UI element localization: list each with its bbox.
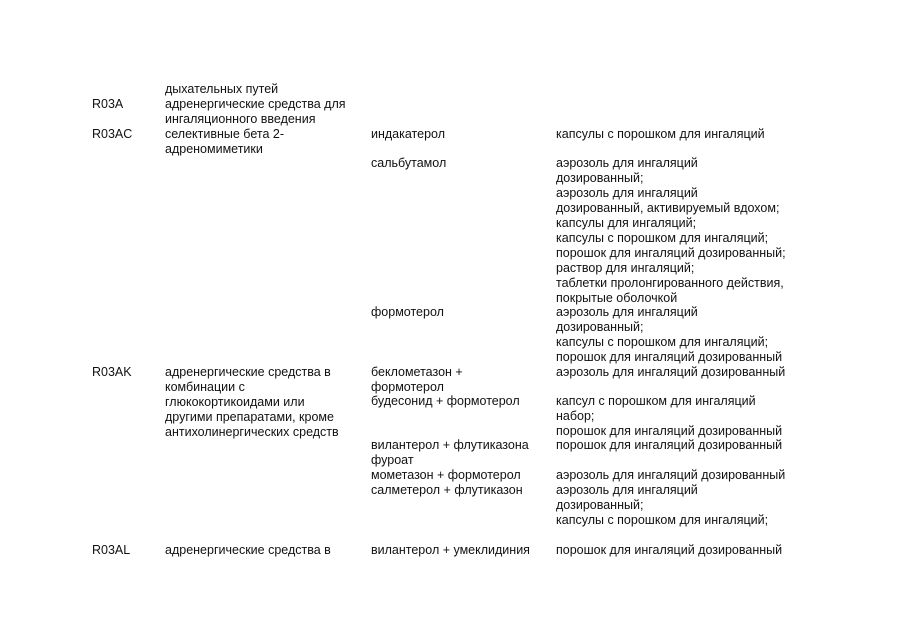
atc-description: адренергические средства для ингаляционного введения	[165, 97, 346, 126]
drug-name: сальбутамол	[371, 156, 447, 170]
atc-code: R03AL	[92, 543, 131, 557]
drug-name: вилантерол + флутиказона фуроат	[371, 438, 529, 467]
atc-code: R03A	[92, 97, 124, 111]
dosage-forms: капсул с порошком для ингаляций набор; порошок для ингаляций дозированный	[556, 394, 783, 438]
atc-description: селективные бета 2- адреномиметики	[165, 127, 284, 156]
drug-name: мометазон + формотерол	[371, 468, 521, 482]
drug-name: салметерол + флутиказон	[371, 483, 523, 497]
drug-name: беклометазон + формотерол	[371, 365, 463, 394]
dosage-forms: аэрозоль для ингаляций дозированный	[556, 468, 786, 482]
dosage-forms: порошок для ингаляций дозированный	[556, 438, 783, 452]
drug-name: формотерол	[371, 305, 444, 319]
atc-description: адренергические средства в	[165, 543, 331, 557]
drug-name: будесонид + формотерол	[371, 394, 520, 408]
atc-description: адренергические средства в комбинации с глюкокортикоидами или другими препаратами, кроме антихолинергических средств	[165, 365, 339, 439]
drug-name: вилантерол + умеклидиния	[371, 543, 530, 557]
dosage-forms: порошок для ингаляций дозированный	[556, 543, 783, 557]
atc-description: дыхательных путей	[165, 82, 279, 96]
drug-name: индакатерол	[371, 127, 446, 141]
dosage-forms: аэрозоль для ингаляций дозированный; капсулы с порошком для ингаляций; порошок для ингаляций дозированный	[556, 305, 783, 364]
dosage-forms: капсулы с порошком для ингаляций	[556, 127, 765, 141]
atc-code: R03AC	[92, 127, 133, 141]
dosage-forms: аэрозоль для ингаляций дозированный	[556, 365, 786, 379]
dosage-forms: аэрозоль для ингаляций дозированный; аэрозоль для ингаляций дозированный, активируемый вдохом; капсулы для ингаляций; капсулы с порошком для ингаляций; порошок для ингаляций дозированный; раствор для ингаляций; таблетки пролонгированного действия, покрытые оболочкой	[556, 156, 786, 305]
dosage-forms: аэрозоль для ингаляций дозированный; капсулы с порошком для ингаляций;	[556, 483, 769, 527]
atc-code: R03AK	[92, 365, 132, 379]
